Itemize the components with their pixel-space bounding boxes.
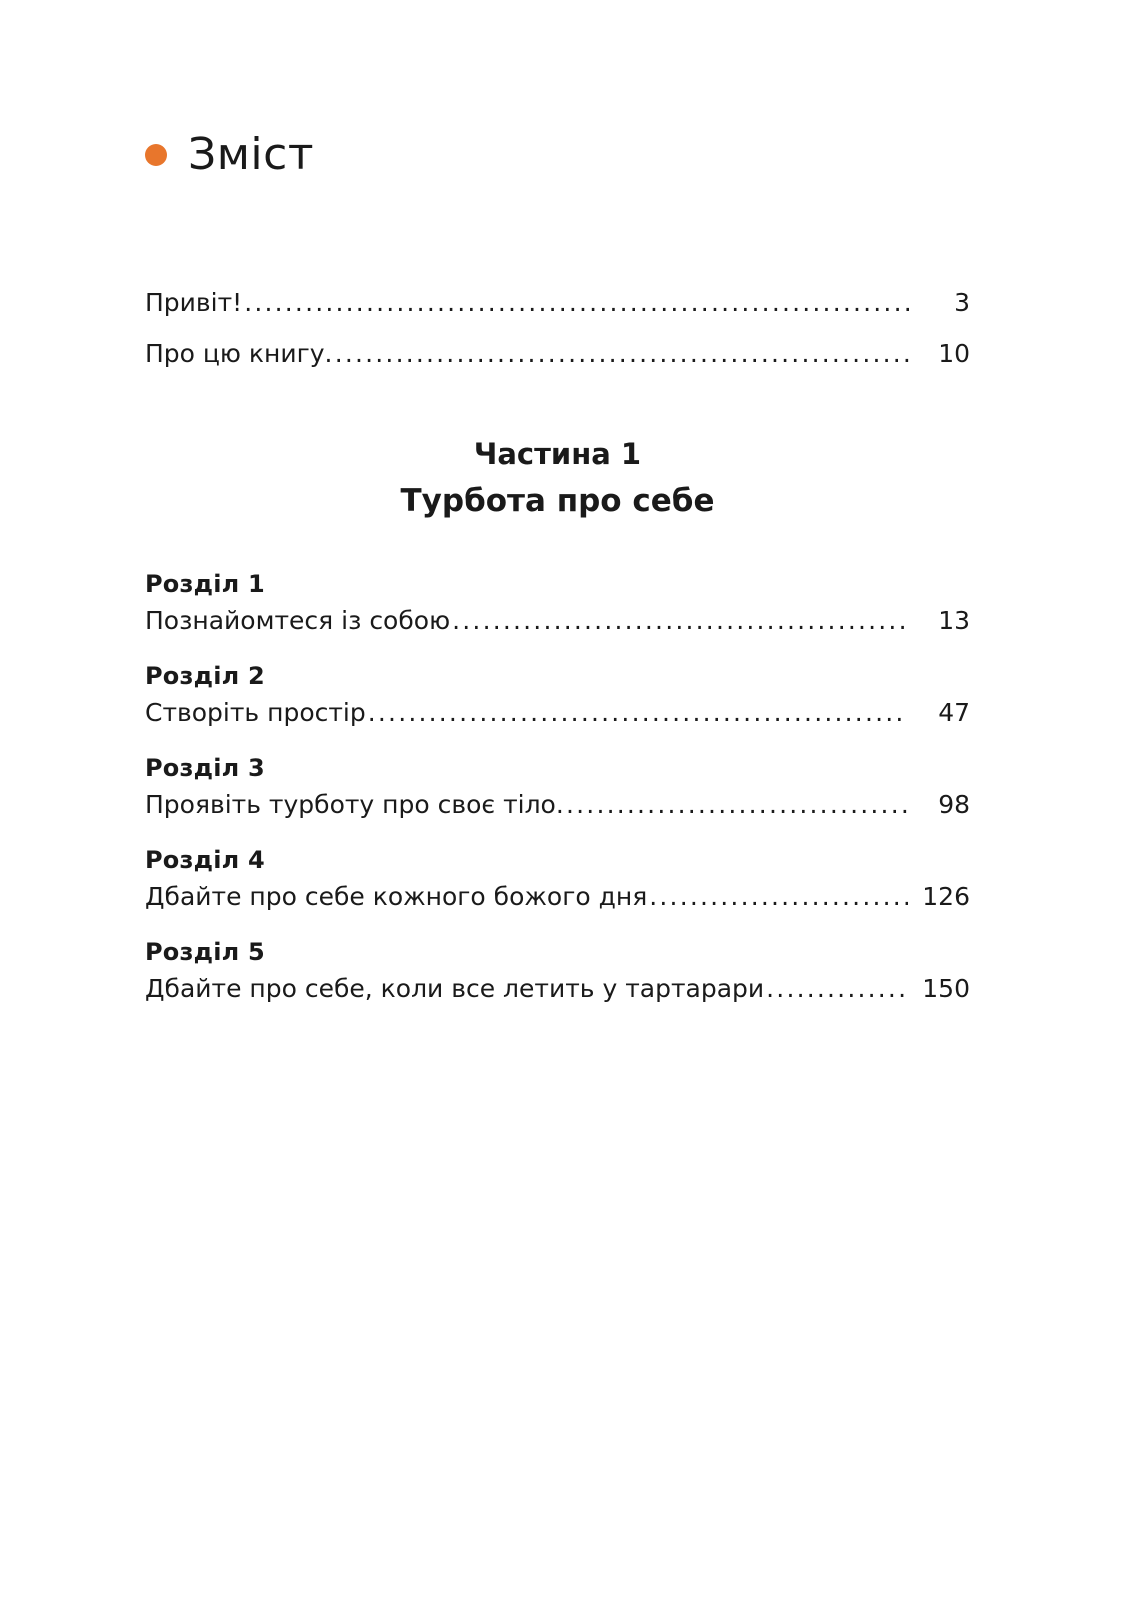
front-matter-page: 3 <box>954 288 970 317</box>
dot-leader <box>556 790 908 819</box>
chapter-number: Розділ 3 <box>145 754 265 782</box>
dot-leader <box>325 341 914 366</box>
chapter-number: Розділ 2 <box>145 662 265 690</box>
chapter-page: 126 <box>922 882 970 911</box>
chapter-page: 150 <box>922 974 970 1003</box>
front-matter-list <box>145 290 970 392</box>
dot-leader <box>368 698 908 727</box>
page-title <box>145 129 314 180</box>
dot-leader <box>766 974 908 1003</box>
chapter-page: 47 <box>938 698 970 727</box>
chapter-name: Дбайте про себе кожного божого дня <box>145 882 648 911</box>
list-item[interactable] <box>145 341 970 366</box>
page-title-text: Зміст <box>188 129 314 180</box>
part-heading <box>145 432 970 525</box>
chapter-name: Познайомтеся із собою <box>145 606 451 635</box>
chapter-number: Розділ 5 <box>145 938 265 966</box>
list-item[interactable] <box>145 662 970 727</box>
list-item[interactable] <box>145 290 970 315</box>
front-matter-page: 10 <box>938 339 970 368</box>
chapter-page: 98 <box>938 790 970 819</box>
list-item[interactable] <box>145 570 970 635</box>
chapter-name: Дбайте про себе, коли все летить у тартарари <box>145 974 765 1003</box>
dot-leader <box>649 882 908 911</box>
chapter-name: Створіть простір <box>145 698 366 727</box>
chapter-number: Розділ 1 <box>145 570 265 598</box>
part-number: Частина 1 <box>473 437 642 471</box>
dot-leader <box>244 290 914 315</box>
dot-leader <box>452 606 908 635</box>
orange-dot-icon <box>145 144 167 166</box>
list-item[interactable] <box>145 846 970 911</box>
list-item[interactable] <box>145 754 970 819</box>
front-matter-label: Про цю книгу <box>145 339 325 368</box>
chapter-number: Розділ 4 <box>145 846 265 874</box>
chapter-name: Проявіть турботу про своє тіло <box>145 790 556 819</box>
part-title: Турбота про себе <box>400 482 715 519</box>
list-item[interactable] <box>145 938 970 1003</box>
chapter-page: 13 <box>938 606 970 635</box>
chapter-list <box>145 570 970 1030</box>
front-matter-label: Привіт! <box>145 288 243 317</box>
